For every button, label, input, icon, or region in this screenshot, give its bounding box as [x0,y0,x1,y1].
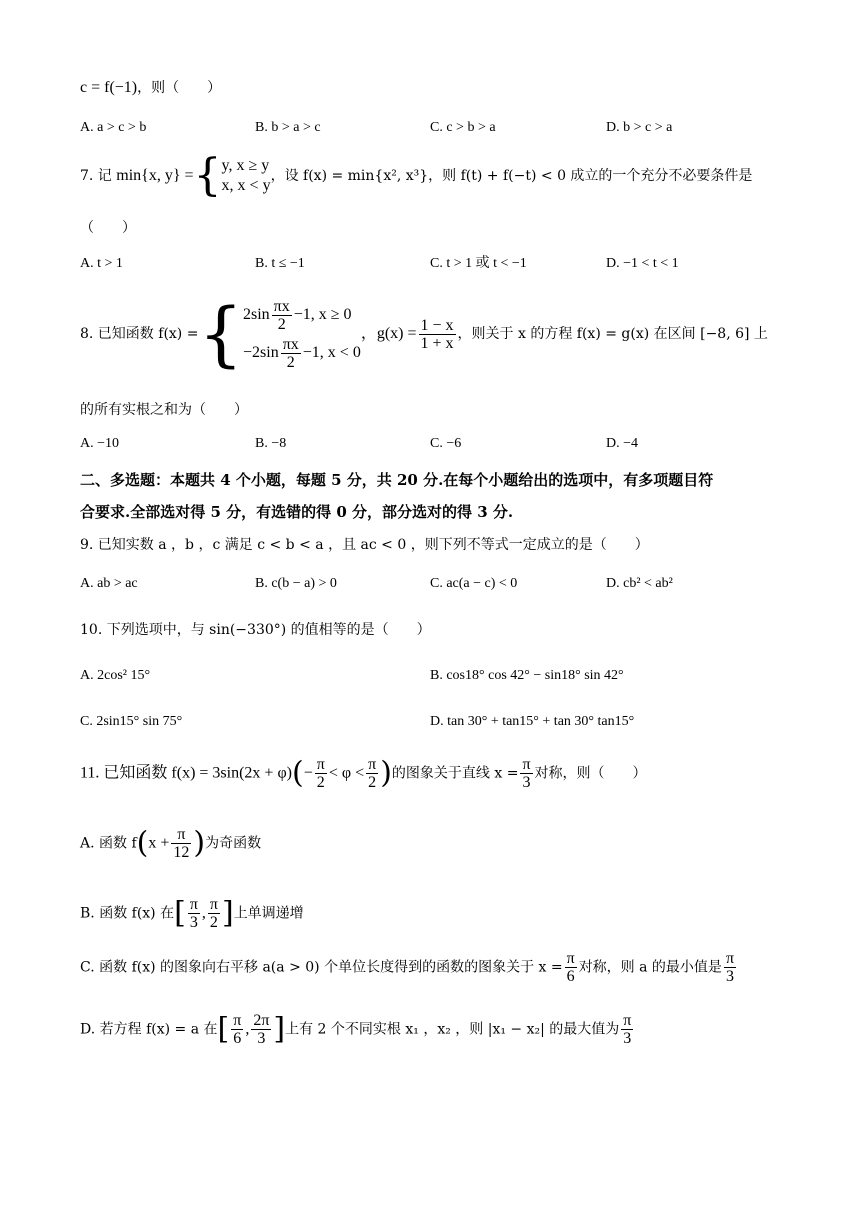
q8-frac-2: $\frac{\pi x}{2}$ [282,335,299,371]
q11-pre: 11. 已知函数 f(x) = 3sin(2x + φ) [80,764,293,782]
q9-option-c: C. ac(a − c) < 0 [430,576,518,591]
q11-option-a: A. 函数 f(x + $\frac{\pi}{12}$ )为奇函数 [80,825,262,861]
q10-option-a: A. 2cos² 15° [80,668,151,683]
q10-option-b: B. cos18° cos 42° − sin18° sin 42° [430,668,624,683]
q8-option-c: C. −6 [430,436,462,451]
q7-option-d: D. −1 < t < 1 [606,256,679,271]
q9-option-b: B. c(b − a) > 0 [255,576,337,591]
q10-option-d: D. tan 30° + tan15° + tan 30° tan15° [430,714,635,729]
q11-frac-pi2-left: $\frac{\pi}{2}$ [316,756,325,791]
q9-option-a: A. ab > ac [80,576,138,591]
q8-rest: ，则关于 x 的方程 f(x) = g(x) 在区间 [−8, 6] 上 [457,326,768,342]
q7-number: 7. 记 [80,168,112,184]
q8-option-a: A. −10 [80,436,120,451]
q8-line2: 的所有实根之和为（ ） [80,402,248,418]
section2-heading-line1: 二、多选题：本题共 4 个小题，每题 5 分，共 20 分.在每个小题给出的选项中，有多项题目符 [80,471,714,489]
q8-cases [243,296,361,372]
section2-heading-line2: 合要求.全部选对得 5 分，有选错的得 0 分，部分选对的得 3 分. [80,503,514,521]
q8-option-b: B. −8 [255,436,287,451]
q8-g-frac: $\frac{1 - x}{1 + x}$ [420,316,454,352]
q8-option-d: D. −4 [606,436,639,451]
q6-option-d: D. b > c > a [606,120,673,135]
q11-stem: 11. 已知函数 f(x) = 3sin(2x + φ)(− $\frac{\pi}{2}$ < φ < $\frac{\pi}{2}$ )的图象关于直线 x = $\frac{\pi}{3}$ 对称，则（ ） [80,755,647,791]
q8-brace: { [198,293,243,375]
q8-number: 8. 已知函数 f(x) = [80,326,199,342]
q11-post2: 对称，则（ ） [534,765,647,782]
q8-frac-1: $\frac{\pi x}{2}$ [273,297,290,333]
q7-mid: ，设 f(x) = min{x², x³}，则 f(t) + f(−t) < 0 成立的一个充分不必要条件是 [270,168,753,184]
q8-g-label: ，g(x) = [360,325,417,342]
q11-option-b: B. 函数 f(x) 在[ $\frac{\pi}{3}$ , $\frac{\pi}{2}$ ]上单调递增 [80,895,304,931]
q6-option-b: B. b > a > c [255,120,321,135]
q8-stem [80,293,768,375]
q6-option-a: A. a > c > b [80,120,147,135]
q11-frac-pi3: $\frac{\pi}{3}$ [522,756,531,791]
q7-option-b: B. t ≤ −1 [255,256,305,271]
q8-case-1: 2sin $\frac{\pi x}{2}$ −1, x ≥ 0 [243,297,352,333]
q11-frac-pi2-right: $\frac{\pi}{2}$ [368,756,377,791]
q7-min-label: min{x, y} = [116,167,194,184]
q7-case-1: y, x ≥ y [221,157,270,174]
q11-a-frac: $\frac{\pi}{12}$ [173,826,190,861]
q6-tail [80,78,221,98]
q9-option-d: D. cb² < ab² [606,576,673,591]
q7-stem [80,150,753,201]
q6-option-c: C. c > b > a [430,120,496,135]
q7-brace: { [193,150,222,201]
q10-option-c: C. 2sin15° sin 75° [80,714,183,729]
q11-option-d: D. 若方程 f(x) = a 在[ $\frac{\pi}{6}$ , $\frac{2\pi}{3}$ ]上有 2 个不同实根 x₁ ，x₂ ，则 |x₁ − x₂| 的最大值为 $\frac{\pi}{3}$ [80,1011,632,1047]
q11-option-c: C. 函数 f(x) 的图象向右平移 a(a > 0) 个单位长度得到的函数的图象关于 x = $\frac{\pi}{6}$ 对称，则 a 的最小值是 $\frac{\pi}{3}$ [80,950,735,985]
q7-case-2: x, x < y [221,177,271,194]
q7-cases [222,156,271,196]
q6-text: ，则（ ） [137,80,222,96]
q8-case-2: −2sin $\frac{\pi x}{2}$ −1, x < 0 [243,335,361,371]
q7-paren: （ ） [80,220,136,236]
q10-stem: 10. 下列选项中，与 sin(−330°) 的值相等的是（ ） [80,622,431,638]
q7-option-a: A. t > 1 [80,256,123,271]
q6-expr: c = f(−1) [80,79,138,96]
q7-option-c: C. t > 1 或 t < −1 [430,256,527,271]
q9-stem: 9. 已知实数 a ，b ，c 满足 c < b < a ，且 ac < 0 ，则下列不等式一定成立的是（ ） [80,537,649,553]
q11-post1: 的图象关于直线 x = [391,765,519,782]
